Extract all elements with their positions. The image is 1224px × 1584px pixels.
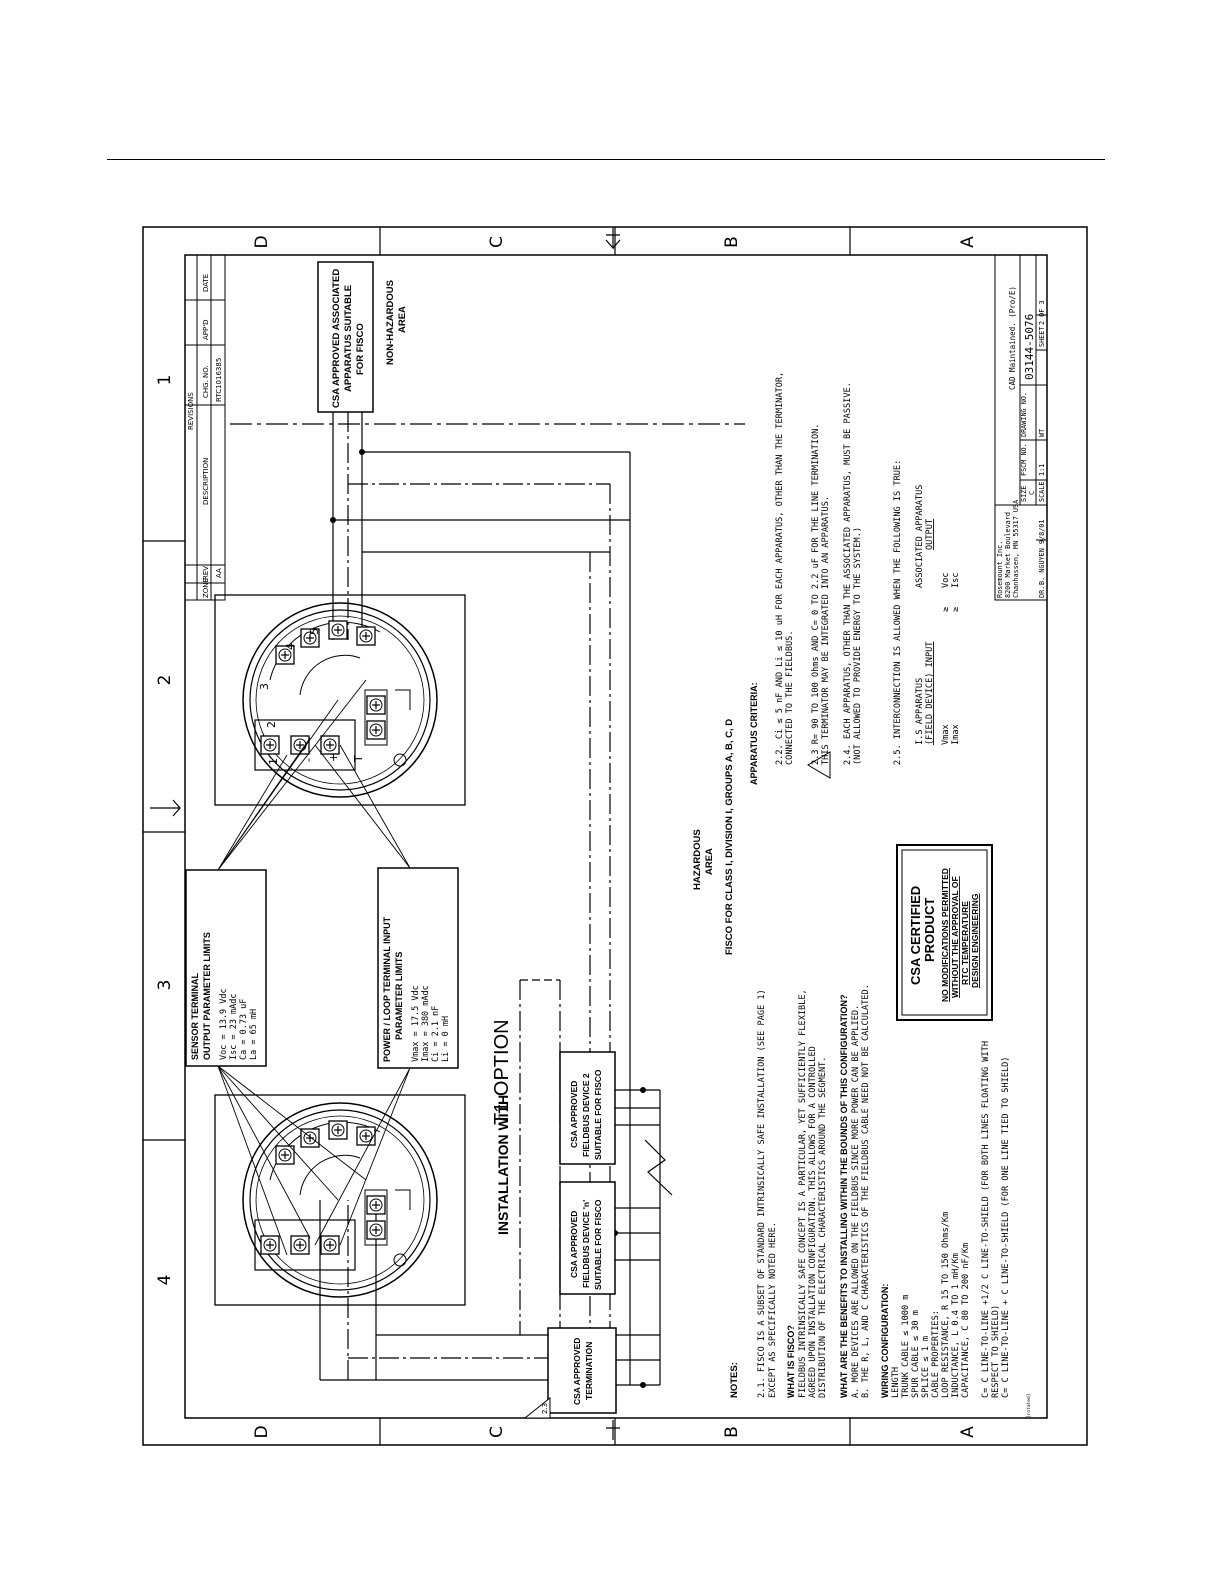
- power-box-title-2: PARAMETER LIMITS: [394, 951, 404, 1040]
- c-line-2: RESPECT TO SHIELD): [991, 1304, 1001, 1398]
- what-is-line-2: AGREED UPON INSTALLATION CONFIGURATION. THIS ALLOWS FOR A CONTROLLED: [808, 1046, 818, 1398]
- c-line-3: C= C LINE-TO-LINE + C LINE-TO-SHIELD (FOR ONE LINE TIED TO SHIELD): [1001, 1056, 1011, 1398]
- device2-line-1: CSA APPROVED: [569, 1080, 579, 1148]
- termination-line-1: CSA APPROVED: [572, 1337, 582, 1405]
- csa-rtc: RTC TEMPERATURE: [960, 901, 970, 985]
- sheet-label: SHEET: [1038, 326, 1046, 347]
- wiring-heading: WIRING CONFIGURATION:: [880, 1283, 890, 1398]
- cable-break: [645, 1140, 672, 1195]
- title-option: T1 OPTION: [491, 1019, 513, 1125]
- scale-value: 1:1: [1038, 463, 1046, 476]
- app-2-3-line-1: 2.3 R= 90 TO 100 Ohms AND C= 0 TO 2.2 uF FOR THE LINE TERMINATION.: [811, 423, 821, 765]
- geq-1: ≥: [941, 606, 951, 612]
- notes-label: NOTES:: [729, 1362, 740, 1398]
- zone-top-a: A: [958, 236, 978, 248]
- zone-bottom-c: C: [487, 1426, 507, 1438]
- company-line-2: 8200 Market Boulevard: [1004, 512, 1012, 598]
- non-hazardous-area-label: AREA: [397, 306, 408, 333]
- zone-top-c: C: [487, 236, 507, 248]
- assoc-line-3: FOR FISCO: [355, 323, 366, 375]
- company-line-1: Rosemount Inc.: [996, 540, 1004, 598]
- sensor-ca: Ca = 0.73 uF: [239, 998, 249, 1060]
- power-li: Li = 0 mH: [441, 1015, 451, 1062]
- drawing-no-label: DRAWING NO.: [1020, 391, 1028, 437]
- fscm-label: FSCM NO.: [1020, 443, 1028, 476]
- sensor-voc: Voc = 13.9 Vdc: [219, 988, 229, 1060]
- wiring-resistance: LOOP RESISTANCE, R 15 TO 150 Ohms/Km: [941, 1211, 951, 1398]
- wiring-trunk: TRUNK CABLE ≤ 1000 m: [901, 1294, 911, 1398]
- zone-bottom-a: A: [958, 1426, 978, 1438]
- power-ci: Ci = 2.1 nF: [431, 1005, 441, 1062]
- column-3: 3: [155, 979, 175, 991]
- terminal-minus: -: [302, 758, 315, 762]
- drawn-by: B. NGUYEN 9/8/01: [1038, 519, 1046, 585]
- power-vmax: Vmax = 17.5 Vdc: [411, 985, 421, 1062]
- drawing-number: 03144-5076: [1023, 313, 1036, 380]
- zone-bottom-b: B: [722, 1426, 742, 1438]
- size-label: SIZE: [1020, 485, 1028, 502]
- dr-label: DR.: [1038, 585, 1046, 598]
- app-2-4-line-2: (NOT ALLOWED TO PROVIDE ENERGY TO THE SYSTEM.): [853, 527, 863, 765]
- what-is-line-1: FIELDBUS INTRINSICALLY SAFE CONCEPT IS A PARTICULAR, YET SUFFICIENTLY FLEXIBLE,: [798, 989, 808, 1398]
- wiring-capacitance: CAPACITANCE, C 80 TO 200 nF/Km: [961, 1242, 971, 1398]
- app-2-4-line-1: 2.4. EACH APPARATUS, OTHER THAN THE ASSOCIATED APPARATUS, MUST BE PASSIVE.: [843, 382, 853, 765]
- inner-frame: [185, 255, 1047, 1418]
- non-hazardous-label: NON-HAZARDOUS: [385, 280, 396, 365]
- csa-no-mod: NO MODIFICATIONS PERMITTED: [940, 868, 950, 1002]
- geq-2: ≥: [951, 606, 961, 612]
- what-is-line-3: DISTRIBUTION OF THE ELECTRICAL CHARACTERISTICS AROUND THE SEGMENT.: [818, 1056, 828, 1398]
- assoc-line-1: CSA APPROVED ASSOCIATED: [331, 268, 342, 408]
- device2-line-2: FIELDBUS DEVICE 2: [581, 1073, 591, 1157]
- csa-without: WITHOUT THE APPROVAL OF: [950, 876, 960, 998]
- wiring-cable-props: CABLE PROPERTIES:: [931, 1310, 941, 1398]
- assoc-voc: Voc: [941, 572, 951, 588]
- column-4: 4: [155, 1274, 175, 1286]
- app-2-2-line-1: 2.2. Ci ≤ 5 nF AND Li ≤ 10 uH FOR EACH APPARATUS, OTHER THAN THE TERMINATOR,: [775, 371, 785, 765]
- csa-design: DESIGN ENGINEERING: [970, 893, 980, 988]
- company-line-3: Chanhassen, MN 55317 USA: [1012, 499, 1020, 598]
- is-apparatus-title: I.S APPARATUS: [915, 677, 925, 745]
- hazardous-label: HAZARDOUS: [692, 829, 703, 890]
- cad-maintained: CAD Maintained. (Pro/E): [1008, 286, 1017, 390]
- csa-certified-title: CSA CERTIFIED: [908, 885, 923, 985]
- rev-hdr-appd: APP'D: [202, 319, 210, 340]
- terminal-1: 1: [267, 758, 280, 765]
- devicen-line-1: CSA APPROVED: [569, 1210, 579, 1278]
- sensor-box-title-2: OUTPUT PARAMETER LIMITS: [202, 932, 212, 1060]
- sensor-isc: Isc = 23 mAdc: [229, 993, 239, 1060]
- rev-hdr-date: DATE: [202, 273, 210, 292]
- note-2-1-line-1: 2.1. FISCO IS A SUBSET OF STANDARD INTRINSICALLY SAFE INSTALLATION (SEE PAGE 1): [757, 989, 767, 1398]
- wiring-splice: SPLICE ≤ 1 m: [921, 1335, 931, 1398]
- terminal-plus: +: [327, 752, 340, 762]
- benefit-a: A. MORE DEVICES ARE ALLOWED ON THE FIELDBUS SINCE MORE POWER CAN BE APPLIED.: [851, 1004, 861, 1398]
- benefit-b: B. THE R, L, AND C CHARACTERISTICS OF THE FIELDBUS CABLE NEED NOT BE CALCULATED.: [861, 984, 871, 1398]
- app-2-3-line-2: THIS TERMINATOR MAY BE INTEGRATED INTO AN APPARATUS.: [821, 495, 831, 765]
- wiring-spur: SPUR CABLE ≤ 30 m: [911, 1310, 921, 1398]
- terminal-3: 3: [258, 683, 271, 690]
- is-imax: Imax: [951, 724, 961, 745]
- sensor-box-title-1: SENSOR TERMINAL: [190, 972, 200, 1060]
- right-housing: [215, 595, 465, 805]
- zone-bottom-d: D: [252, 1425, 272, 1439]
- fisco-heading: FISCO FOR CLASS I, DIVISION I, GROUPS A, B, C, D: [724, 718, 735, 955]
- devicen-line-2: FIELDBUS DEVICE 'n': [581, 1199, 591, 1288]
- revisions-title: REVISIONS: [187, 392, 195, 430]
- terminal-t: T: [352, 755, 365, 762]
- benefits-heading: WHAT ARE THE BENEFITS TO INSTALLING WITHIN THE BOUNDS OF THIS CONFIGURATION?: [839, 994, 849, 1398]
- app-2-2-line-2: CONNECTED TO THE FIELDBUS.: [785, 630, 795, 765]
- hazardous-area-label: AREA: [704, 848, 715, 875]
- zone-top-b: B: [722, 236, 742, 248]
- size-value: C: [1028, 490, 1036, 495]
- termination-line-2: TERMINATION: [584, 1341, 594, 1400]
- note-ref: 2.3: [541, 1402, 549, 1414]
- c-line-1: C= C LINE-TO-LINE +1/2 C LINE-TO-SHIELD (FOR BOTH LINES FLOATING WITH: [981, 1041, 991, 1398]
- terminal-2: 2: [265, 721, 278, 728]
- title-installation: INSTALLATION WITH: [495, 1094, 511, 1235]
- assoc-line-2: APPARATUS SUITABLE: [343, 284, 354, 392]
- is-vmax: Vmax: [941, 724, 951, 745]
- rev-row-chg: RTC1016385: [215, 357, 223, 402]
- csa-product: PRODUCT: [922, 897, 937, 962]
- termination-box: [548, 1328, 616, 1413]
- rev-hdr-chg: CHG. NO.: [202, 365, 210, 398]
- rev-hdr-zone: ZONE: [202, 578, 210, 598]
- app-2-5: 2.5. INTERCONNECTION IS ALLOWED WHEN THE FOLLOWING IS TRUE:: [893, 459, 903, 765]
- devicen-line-3: SUITABLE FOR FISCO: [593, 1199, 603, 1290]
- column-2: 2: [155, 674, 175, 686]
- apparatus-heading: APPARATUS CRITERIA:: [749, 682, 759, 785]
- note-2-1-line-2: EXCEPT AS SPECIFICALLY NOTED HERE.: [768, 1222, 778, 1398]
- scale-label: SCALE: [1038, 481, 1046, 502]
- assoc-isc: Isc: [951, 572, 961, 588]
- rev-hdr-rev: REV: [202, 565, 210, 580]
- terminal-4: 4: [284, 643, 297, 650]
- assoc-output-title: ASSOCIATED APPARATUS: [915, 484, 925, 588]
- assoc-output-label: OUTPUT: [925, 518, 935, 550]
- is-apparatus-input: (FIELD DEVICE) INPUT: [925, 641, 935, 745]
- sheet-value: 2 OF 3: [1038, 300, 1046, 325]
- power-box-title-1: POWER / LOOP TERMINAL INPUT: [382, 916, 392, 1062]
- wiring-inductance: INDUCTANCE, L 0.4 TO 1 mH/Km: [951, 1253, 961, 1398]
- zone-top-d: D: [252, 235, 272, 249]
- corner-tag: [rotated]: [1027, 1393, 1032, 1418]
- device2-line-3: SUITABLE FOR FISCO: [593, 1069, 603, 1160]
- wiring-length: LENGTH: [891, 1366, 901, 1398]
- left-housing: [215, 1095, 465, 1305]
- column-1: 1: [155, 374, 175, 386]
- sensor-la: La = 65 mH: [249, 1008, 259, 1060]
- what-is-fisco-heading: WHAT IS FISCO?: [786, 1325, 796, 1398]
- rev-hdr-description: DESCRIPTION: [202, 457, 210, 505]
- wt-label: WT: [1038, 428, 1046, 437]
- rev-row-rev: AA: [215, 568, 223, 578]
- power-imax: Imax = 380 mAdc: [421, 985, 431, 1062]
- terminal-5: 5: [308, 628, 321, 635]
